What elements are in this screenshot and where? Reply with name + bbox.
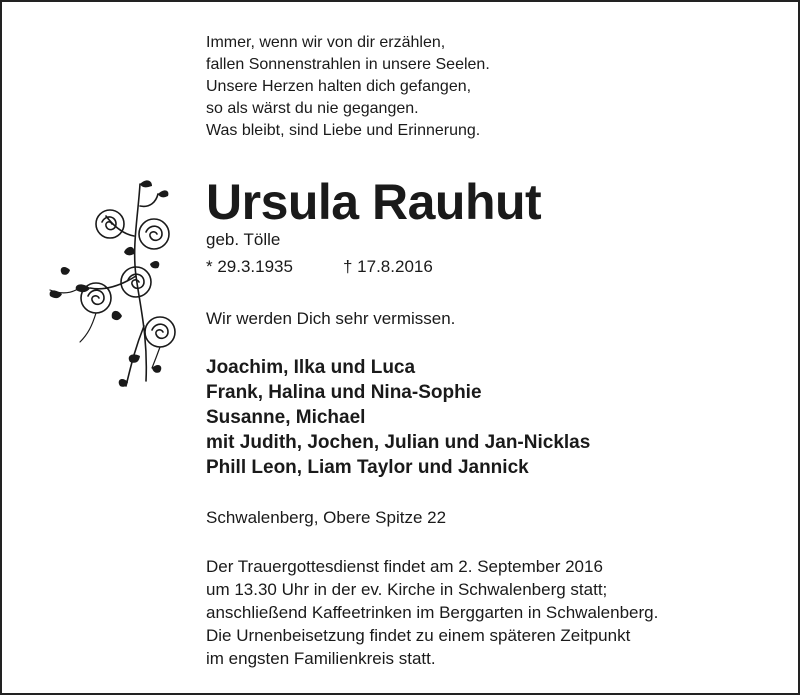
- poem-line: Immer, wenn wir von dir erzählen,: [206, 34, 446, 51]
- family-line: Joachim, Ilka und Luca: [206, 357, 416, 378]
- birth-date: * 29.3.1935: [206, 257, 293, 276]
- deceased-name: Ursula Rauhut: [206, 174, 542, 230]
- maiden-name: geb. Tölle: [206, 230, 281, 249]
- address: Schwalenberg, Obere Spitze 22: [206, 508, 447, 527]
- service-line: um 13.30 Uhr in der ev. Kirche in Schwalenberg statt;: [206, 580, 608, 599]
- poem-line: so als wärst du nie gegangen.: [206, 100, 419, 117]
- life-dates: [206, 256, 433, 278]
- service-line: Der Trauergottesdienst findet am 2. September 2016: [206, 557, 603, 576]
- family-line: Susanne, Michael: [206, 407, 366, 428]
- rose-branch-icon: [40, 176, 190, 396]
- poem-line: Was bleibt, sind Liebe und Erinnerung.: [206, 122, 481, 139]
- service-line: Die Urnenbeisetzung findet zu einem späteren Zeitpunkt: [206, 626, 631, 645]
- service-line: im engsten Familienkreis statt.: [206, 649, 436, 668]
- service-line: anschließend Kaffeetrinken im Berggarten in Schwalenberg.: [206, 603, 659, 622]
- family-list: [206, 355, 590, 480]
- family-line: Frank, Halina und Nina-Sophie: [206, 382, 482, 403]
- poem: [206, 32, 490, 142]
- poem-line: fallen Sonnenstrahlen in unsere Seelen.: [206, 56, 490, 73]
- poem-line: Unsere Herzen halten dich gefangen,: [206, 78, 472, 95]
- family-line: Phill Leon, Liam Taylor und Jannick: [206, 457, 529, 478]
- missed-text: Wir werden Dich sehr vermissen.: [206, 309, 456, 328]
- death-date: † 17.8.2016: [343, 257, 433, 276]
- family-line: mit Judith, Jochen, Julian und Jan-Nicklas: [206, 432, 591, 453]
- service-info: [206, 555, 658, 670]
